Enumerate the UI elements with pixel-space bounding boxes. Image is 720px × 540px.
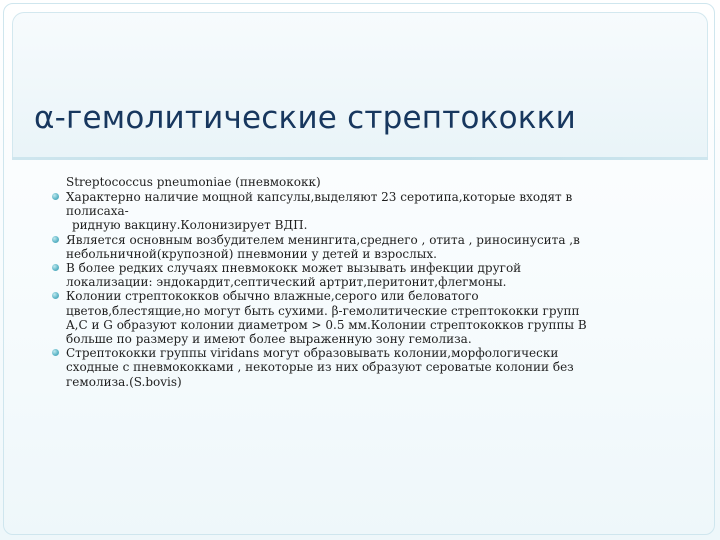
item-line: В более редких случаях пневмококк может вызывать инфекции другой [66, 261, 522, 276]
item-line: Стрептококки группы viridans могут образовывать колонии,морфологически [66, 346, 559, 361]
item-line: больше по размеру и имеют более выраженную зону гемолиза. [66, 332, 472, 347]
item-line: сходные с пневмококками , некоторые из них образуют сероватые колонии без [66, 360, 574, 375]
item-line: Характерно наличие мощной капсулы,выделяют 23 серотипа,которые входят в [66, 190, 573, 204]
bullet-list [52, 190, 672, 389]
slide-content [52, 175, 672, 389]
title-divider [12, 157, 708, 160]
item-line: A,C и G образуют колонии диаметром > 0.5 мм.Колонии стрептококков группы B [66, 317, 587, 332]
item-line: ридную вакцину.Колонизирует ВДП. [72, 218, 308, 233]
list-item [52, 233, 672, 261]
bullet-icon [52, 292, 59, 299]
bullet-icon [52, 264, 59, 271]
list-item [52, 190, 672, 233]
item-line: цветов,блестящие,но могут быть сухими. β-гемолитические стрептококки групп [66, 303, 580, 318]
bullet-icon [52, 193, 59, 200]
item-line: гемолиза.(S.bovis) [66, 374, 182, 389]
page-title: α-гемолитические стрептококки [34, 100, 576, 136]
list-item [52, 346, 672, 389]
item-line: Является основным возбудителем менингита,среднего , отита , риносинусита ,в [66, 232, 580, 247]
item-line: полисаха- [66, 204, 129, 219]
list-item [52, 261, 672, 289]
subtitle: Streptococcus pneumoniae (пневмококк) [66, 175, 321, 189]
item-line: Колонии стрептококков обычно влажные,серого или беловатого [66, 289, 479, 304]
item-line: локализации: эндокардит,септический артрит,перитонит,флегмоны. [66, 275, 507, 290]
bullet-icon [52, 349, 59, 356]
item-line: небольничной(крупозной) пневмонии у детей и взрослых. [66, 246, 437, 261]
list-item [52, 289, 672, 346]
bullet-icon [52, 236, 59, 243]
